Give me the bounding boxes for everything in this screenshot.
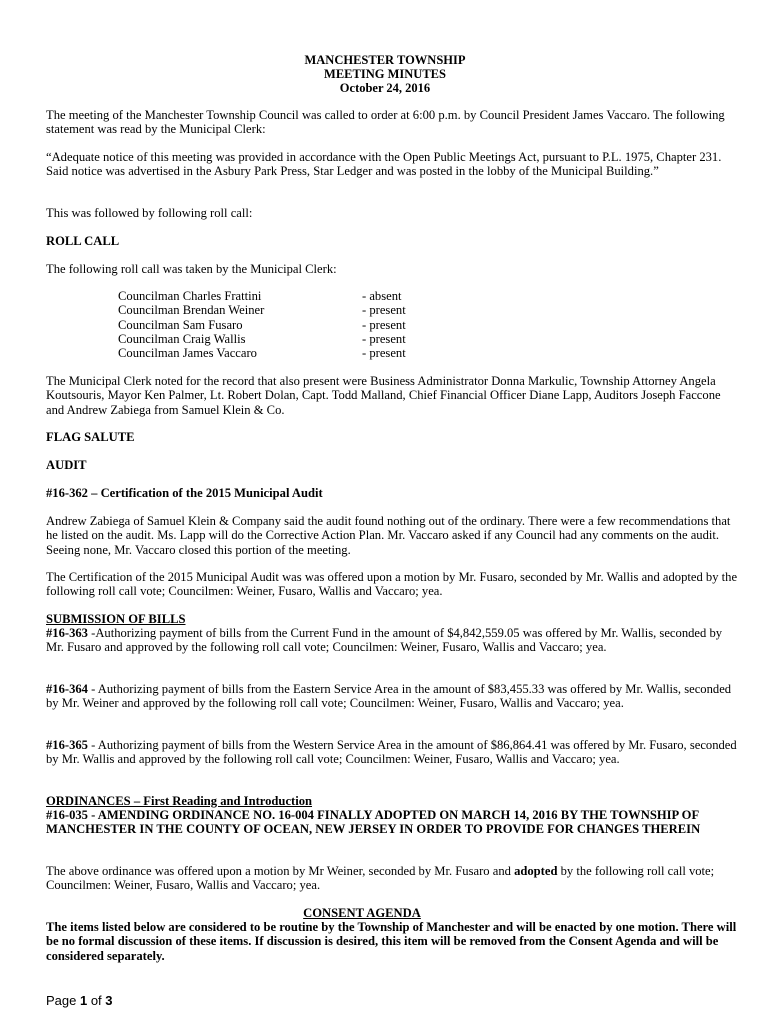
audit-item-heading: #16-362 – Certification of the 2015 Municipal Audit	[46, 486, 323, 500]
bill-text: -Authorizing payment of bills from the Current Fund in the amount of $4,842,559.05 was offered by Mr. Wallis, seconded by Mr. Fusaro and approved by the following roll call vote; Councilmen: Weiner, Fusaro, Wallis and Vaccaro; yea.	[46, 626, 723, 655]
bill-id: #16-364	[46, 682, 88, 696]
ordinance-adopted: adopted	[514, 864, 558, 878]
page-word: Page	[46, 993, 80, 1008]
member-status: - present	[362, 303, 406, 318]
member-name: Councilman James Vaccaro	[118, 346, 257, 361]
page-total: 3	[105, 993, 113, 1008]
member-status: - present	[362, 331, 406, 346]
roll-call-heading: ROLL CALL	[46, 234, 120, 248]
roll-call-intro: The following roll call was taken by the Municipal Clerk:	[46, 262, 337, 276]
header-date: October 24, 2016	[339, 81, 431, 95]
bill-text: - Authorizing payment of bills from the Western Service Area in the amount of $86,864.41 was offered by Mr. Fusaro, seconded by Mr. Wallis and approved by the following roll call vote; Councilmen: Weiner, Fusaro, Wallis and Vaccaro; yea.	[46, 738, 737, 767]
audit-heading: AUDIT	[46, 458, 87, 472]
ordinance-text: The above ordinance was offered upon a motion by Mr Weiner, seconded by Mr. Fusaro and	[46, 864, 515, 878]
roll-call-row	[118, 318, 406, 332]
flag-salute-heading: FLAG SALUTE	[46, 430, 135, 444]
page-footer	[46, 993, 113, 1008]
consent-agenda-heading: CONSENT AGENDA	[303, 906, 421, 920]
bill-item	[46, 682, 740, 711]
ordinances-heading: ORDINANCES – First Reading and Introduction	[46, 794, 313, 808]
bill-id: #16-365	[46, 738, 88, 752]
page-number: 1	[79, 993, 88, 1008]
bill-id: #16-363	[46, 626, 88, 640]
bill-item	[46, 738, 740, 767]
member-name: Councilman Sam Fusaro	[118, 317, 243, 332]
roll-call-row	[118, 289, 406, 303]
roll-call-row	[118, 346, 406, 360]
roll-call-list	[118, 289, 406, 360]
member-status: - absent	[362, 289, 402, 303]
ordinance-paragraph	[46, 864, 740, 893]
ordinance-text: by the following roll call vote; Councilmen: Weiner, Fusaro, Wallis and Vaccaro; yea.	[46, 864, 715, 893]
roll-call-row	[118, 332, 406, 346]
of-word: of	[87, 993, 106, 1008]
ordinance-title: #16-035 - AMENDING ORDINANCE NO. 16-004 FINALLY ADOPTED ON MARCH 14, 2016 BY THE TOWNSHIP OF MANCHESTER IN THE COUNTY OF OCEAN, NEW JERSEY IN ORDER TO PROVIDE FOR CHANGES THEREIN	[46, 808, 701, 837]
roll-call-row	[118, 303, 406, 317]
bills-heading: SUBMISSION OF BILLS	[46, 612, 186, 626]
header-title: MEETING MINUTES	[324, 67, 446, 81]
member-name: Councilman Craig Wallis	[118, 331, 246, 346]
followed-paragraph: This was followed by following roll call:	[46, 206, 253, 220]
document-header	[0, 53, 770, 95]
header-township: MANCHESTER TOWNSHIP	[304, 53, 466, 67]
clerk-note-paragraph: The Municipal Clerk noted for the record that also present were Business Administrator Donna Markulic, Township Attorney Angela Koutsouris, Mayor Ken Palmer, Lt. Robert Dolan, Capt. Todd Malland, Chief Financial Officer Diane Lapp, Auditors Joseph Faccone and Andrew Zabiega from Samuel Klein & Co.	[46, 374, 721, 417]
audit-certification-paragraph: The Certification of the 2015 Municipal Audit was was offered upon a motion by Mr. Fusaro, seconded by Mr. Wallis and adopted by the following roll call vote; Councilmen: Weiner, Fusaro, Wallis and Vaccaro; yea.	[46, 570, 738, 599]
member-name: Councilman Charles Frattini	[118, 289, 262, 303]
bill-item	[46, 626, 740, 655]
member-name: Councilman Brendan Weiner	[118, 303, 265, 318]
notice-paragraph: “Adequate notice of this meeting was provided in accordance with the Open Public Meetings Act, pursuant to P.L. 1975, Chapter 231. Said notice was advertised in the Asbury Park Press, Star Ledger and was posted in the lobby of the Municipal Building.”	[46, 150, 722, 179]
member-status: - present	[362, 317, 406, 332]
intro-paragraph: The meeting of the Manchester Township Council was called to order at 6:00 p.m. by Council President James Vaccaro. The following statement was read by the Municipal Clerk:	[46, 108, 725, 137]
member-status: - present	[362, 346, 406, 361]
bill-text: - Authorizing payment of bills from the Eastern Service Area in the amount of $83,455.33 was offered by Mr. Wallis, seconded by Mr. Weiner and approved by the following roll call vote; Councilmen: Weiner, Fusaro, Wallis and Vaccaro; yea.	[46, 682, 732, 711]
consent-agenda-paragraph: The items listed below are considered to be routine by the Township of Manchester and will be enacted by one motion. There will be no formal discussion of these items. If discussion is desired, this item will be removed from the Consent Agenda and will be considered separately.	[46, 920, 737, 963]
audit-paragraph: Andrew Zabiega of Samuel Klein & Company said the audit found nothing out of the ordinary. There were a few recommendations that he listed on the audit. Ms. Lapp will do the Corrective Action Plan. Mr. Vaccaro asked if any Council had any comments on the audit. Seeing none, Mr. Vaccaro closed this portion of the meeting.	[46, 514, 731, 557]
